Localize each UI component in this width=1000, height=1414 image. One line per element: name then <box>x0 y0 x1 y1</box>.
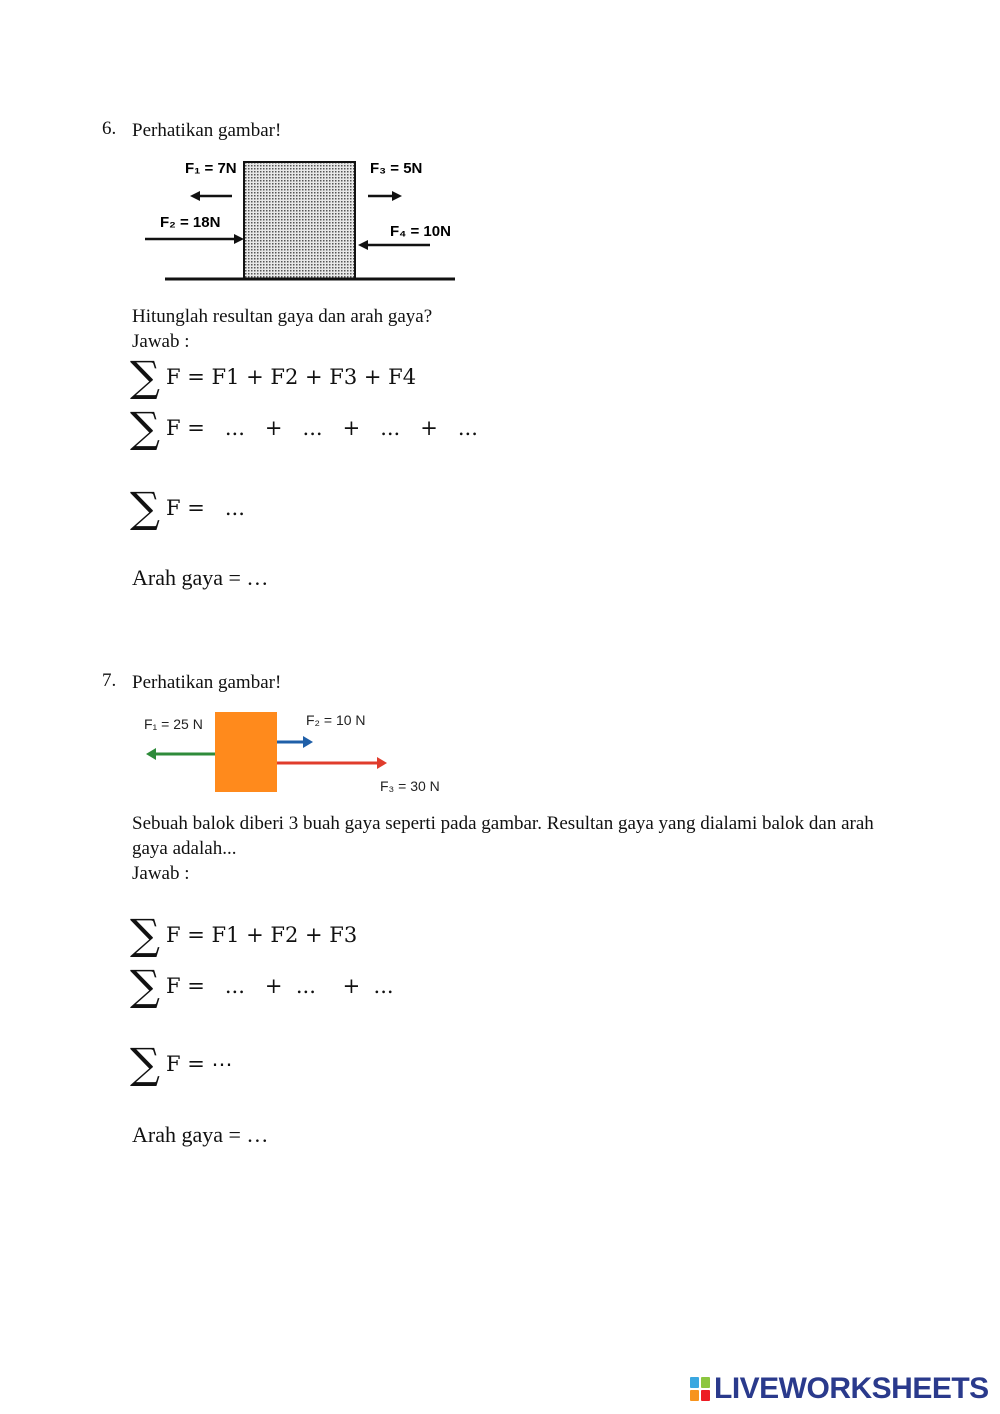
arrow-f3-head <box>392 191 402 201</box>
arrow-f1-head <box>146 748 156 760</box>
question-7-prompt: Perhatikan gambar! <box>132 672 282 693</box>
label-f4: F₄ = 10N <box>390 223 451 240</box>
logo-icon <box>690 1377 710 1401</box>
q7-equation-3 <box>130 1039 233 1088</box>
sigma-symbol: ∑ <box>130 352 160 401</box>
q6-equation-3 <box>130 483 245 532</box>
label-f1: F₁ = 7N <box>185 160 237 177</box>
sigma-symbol: ∑ <box>130 961 160 1010</box>
question-7-force-diagram <box>140 705 440 800</box>
q7-eq3-text[interactable]: F = ⋯ <box>165 1052 233 1076</box>
question-6-force-diagram <box>140 150 470 290</box>
arrow-f2-head <box>303 736 313 748</box>
question-7-number: 7. <box>102 670 117 691</box>
q7-eq1-text: F = F1 + F2 + F3 <box>165 923 358 947</box>
question-6-jawab: Jawab : <box>132 331 190 352</box>
question-7-jawab: Jawab : <box>132 863 190 884</box>
sigma-symbol: ∑ <box>130 483 160 532</box>
arrow-f3-head <box>377 757 387 769</box>
sigma-symbol: ∑ <box>130 1039 160 1088</box>
question-6-prompt: Perhatikan gambar! <box>132 120 282 141</box>
q6-arah-gaya[interactable]: Arah gaya = … <box>132 565 269 590</box>
label-f3: F₃ = 5N <box>370 160 423 177</box>
arrow-f4-head <box>358 240 368 250</box>
q6-equation-2 <box>130 403 478 452</box>
q7-arah-gaya[interactable]: Arah gaya = … <box>132 1122 269 1147</box>
logo-text: LIVEWORKSHEETS <box>714 1372 989 1405</box>
arrow-f2-head <box>234 234 244 244</box>
label-f3: F₃ = 30 N <box>380 778 440 794</box>
sigma-symbol: ∑ <box>130 910 160 959</box>
question-7-text: Sebuah balok diberi 3 buah gaya seperti pada gambar. Resultan gaya yang dialami balok dan arah gaya adalah... <box>132 813 874 859</box>
label-f1: F₁ = 25 N <box>144 716 203 732</box>
liveworksheets-logo[interactable] <box>690 1372 989 1406</box>
block <box>244 162 355 279</box>
q6-eq2-text[interactable]: F = ... + ... + ... + ... <box>165 416 478 440</box>
q6-eq3-text[interactable]: F = ... <box>165 496 245 520</box>
question-6-text: Hitunglah resultan gaya dan arah gaya? <box>132 306 433 327</box>
q7-eq2-text[interactable]: F = ... + ... + ... <box>165 974 394 998</box>
q6-eq1-text: F = F1 + F2 + F3 + F4 <box>165 365 417 389</box>
label-f2: F₂ = 18N <box>160 214 221 231</box>
label-f2: F₂ = 10 N <box>306 712 366 728</box>
sigma-symbol: ∑ <box>130 403 160 452</box>
orange-block <box>215 712 277 792</box>
arrow-f1-head <box>190 191 200 201</box>
question-6-number: 6. <box>102 118 117 139</box>
q6-equation-1 <box>130 352 417 401</box>
q7-equation-1 <box>130 910 358 959</box>
q7-equation-2 <box>130 961 394 1010</box>
